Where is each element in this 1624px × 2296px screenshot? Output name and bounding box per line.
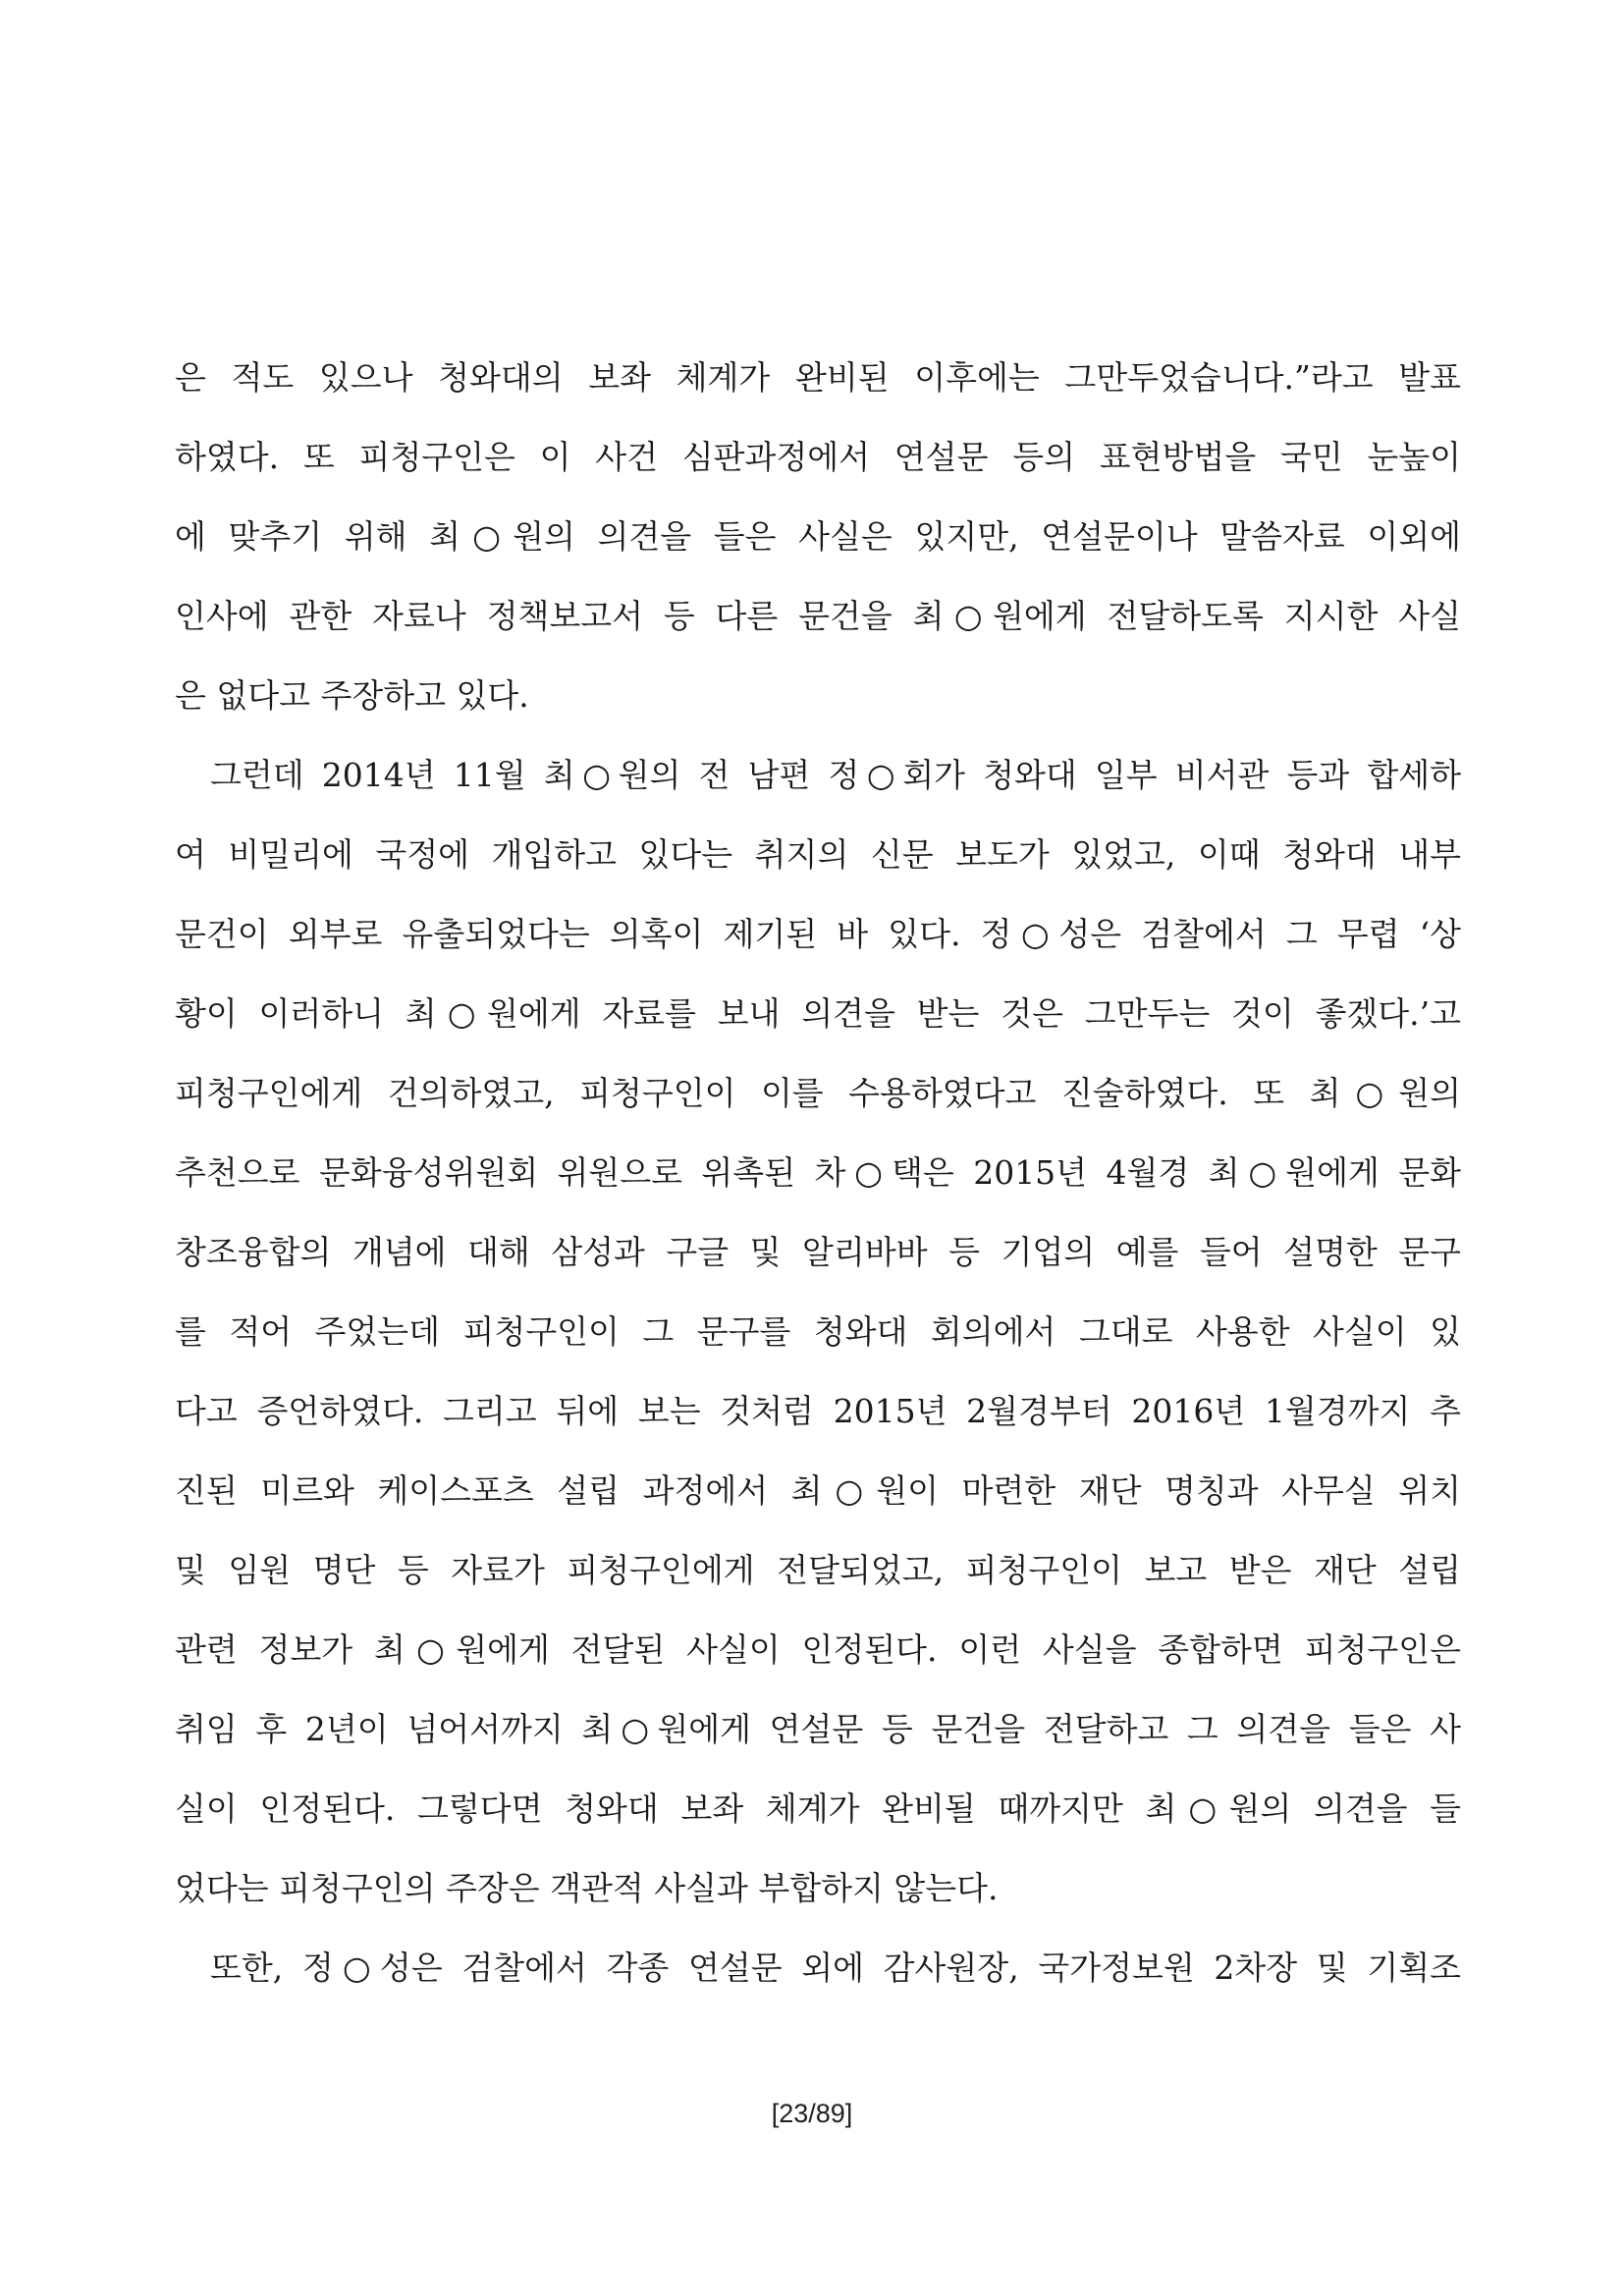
text-line: 문건이 외부로 유출되었다는 의혹이 제기된 바 있다. 정○성은 검찰에서 그 무렵 ‘상 [175, 915, 1461, 953]
text-line: 피청구인에게 건의하였고, 피청구인이 이를 수용하였다고 진술하였다. 또 최○원의 [175, 1074, 1461, 1112]
text-line: 관련 정보가 최○원에게 전달된 사실이 인정된다. 이런 사실을 종합하면 피청구인은 [175, 1630, 1461, 1669]
text-line: 를 적어 주었는데 피청구인이 그 문구를 청와대 회의에서 그대로 사용한 사실이 있 [175, 1312, 1461, 1351]
text-line: 또한, 정○성은 검찰에서 각종 연설문 외에 감사원장, 국가정보원 2차장 및 기획조 [210, 1949, 1461, 1987]
text-line: 은 없다고 주장하고 있다. [175, 676, 529, 715]
text-line: 다고 증언하였다. 그리고 뒤에 보는 것처럼 2015년 2월경부터 2016년 1월경까지 추 [175, 1392, 1461, 1430]
text-line: 은 적도 있으나 청와대의 보좌 체계가 완비된 이후에는 그만두었습니다.”라고 발표 [175, 358, 1461, 397]
text-line: 진된 미르와 케이스포츠 설립 과정에서 최○원이 마련한 재단 명칭과 사무실 위치 [175, 1471, 1461, 1510]
text-line: 및 임원 명단 등 자료가 피청구인에게 전달되었고, 피청구인이 보고 받은 재단 설립 [175, 1551, 1461, 1589]
page-number: [23/89] [771, 2099, 853, 2128]
text-line: 황이 이러하니 최○원에게 자료를 보내 의견을 받는 것은 그만두는 것이 좋겠다.’고 [175, 994, 1461, 1033]
text-line: 여 비밀리에 국정에 개입하고 있다는 취지의 신문 보도가 있었고, 이때 청와대 내부 [175, 835, 1461, 874]
text-line: 추천으로 문화융성위원회 위원으로 위촉된 차○택은 2015년 4월경 최○원에게 문화 [175, 1153, 1461, 1192]
text-line: 그런데 2014년 11월 최○원의 전 남편 정○회가 청와대 일부 비서관 등과 합세하 [210, 756, 1461, 794]
text-line: 었다는 피청구인의 주장은 객관적 사실과 부합하지 않는다. [175, 1869, 999, 1907]
text-line: 취임 후 2년이 넘어서까지 최○원에게 연설문 등 문건을 전달하고 그 의견을 들은 사 [175, 1710, 1461, 1748]
text-line: 에 맞추기 위해 최○원의 의견을 들은 사실은 있지만, 연설문이나 말씀자료 이외에 [175, 517, 1461, 556]
text-line: 하였다. 또 피청구인은 이 사건 심판과정에서 연설문 등의 표현방법을 국민 눈높이 [175, 438, 1461, 476]
text-line: 인사에 관한 자료나 정책보고서 등 다른 문건을 최○원에게 전달하도록 지시한 사실 [175, 597, 1461, 635]
text-line: 실이 인정된다. 그렇다면 청와대 보좌 체계가 완비될 때까지만 최○원의 의견을 들 [175, 1789, 1461, 1828]
body-text [175, 338, 1461, 2007]
text-line: 창조융합의 개념에 대해 삼성과 구글 및 알리바바 등 기업의 예를 들어 설명한 문구 [175, 1233, 1461, 1271]
